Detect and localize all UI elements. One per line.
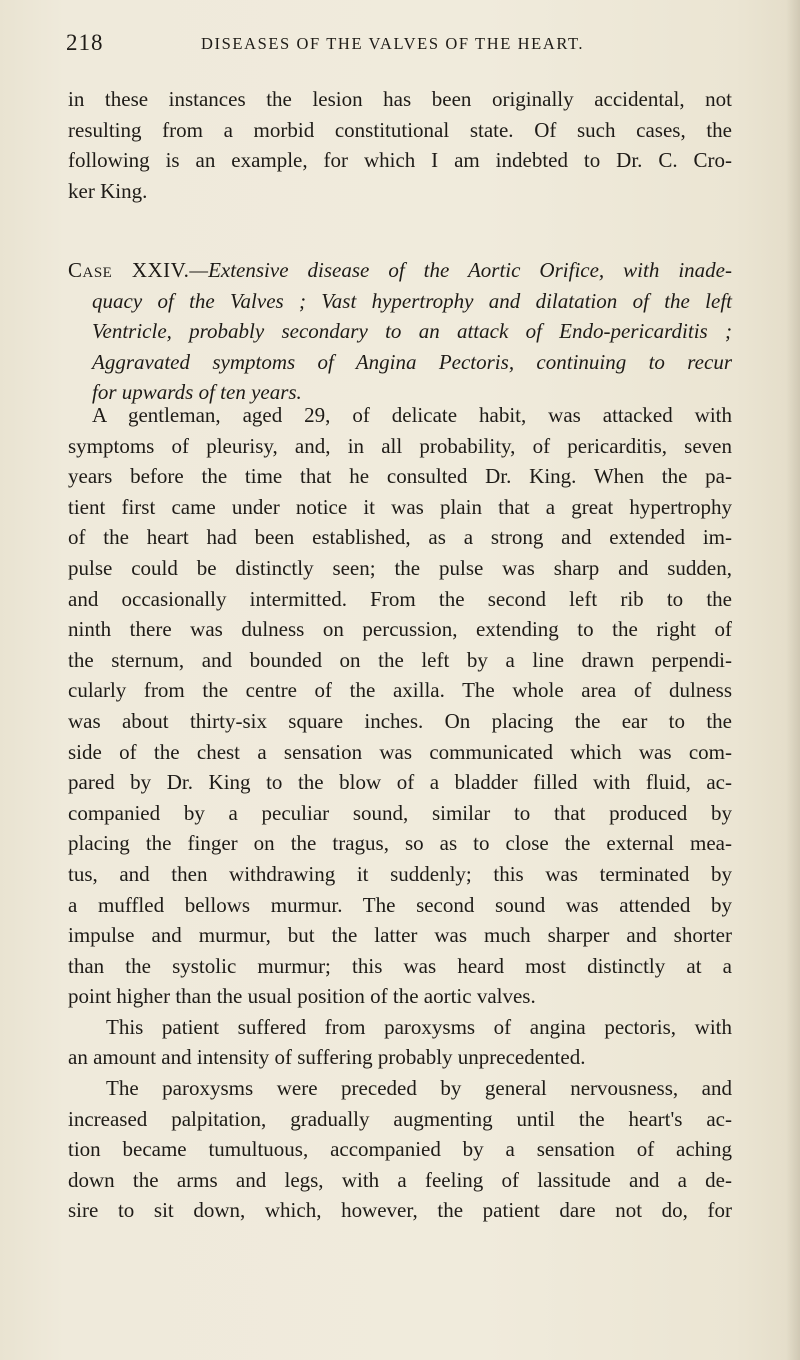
text-line: a muffled bellows murmur. The second sound was attended by: [68, 892, 732, 917]
text-line: point higher than the usual position of the aortic valves.: [68, 984, 536, 1009]
text-line: pulse could be distinctly seen; the pulse was sharp and sudden,: [68, 555, 732, 580]
text-line: ker King.: [68, 178, 148, 203]
text-line: increased palpitation, gradually augmenting until the heart's ac-: [68, 1106, 732, 1131]
page-edge-shadow: [786, 0, 800, 1360]
text-line: in these instances the lesion has been originally accidental, not: [68, 87, 732, 111]
text-line: than the systolic murmur; this was heard most distinctly at a: [68, 953, 732, 978]
text-line: sire to sit down, which, however, the patient dare not do, for: [68, 1198, 732, 1223]
case-heading-line: [68, 255, 732, 286]
page-number: 218: [66, 30, 104, 55]
case-body: [68, 400, 732, 1226]
text-line: A gentleman, aged 29, of delicate habit, was attacked with: [92, 403, 732, 427]
case-heading-line: Aggravated symptoms of Angina Pectoris, continuing to recur: [92, 349, 732, 374]
case-label: Case XXIV.: [68, 258, 190, 282]
text-line: of the heart had been established, as a strong and extended im-: [68, 525, 732, 550]
text-line: an amount and intensity of suffering probably unprecedented.: [68, 1045, 586, 1070]
intro-paragraph: [68, 84, 732, 206]
running-head: DISEASES OF THE VALVES OF THE HEART.: [201, 34, 585, 53]
case-heading-line: Ventricle, probably secondary to an attack of Endo-pericarditis ;: [92, 319, 732, 344]
case-title-text: —Extensive disease of the Aortic Orifice, with inade-: [189, 258, 732, 282]
case-heading-line: quacy of the Valves ; Vast hypertrophy and dilatation of the left: [92, 288, 732, 313]
text-line: This patient suffered from paroxysms of angina pectoris, with: [106, 1014, 732, 1039]
case-heading: [68, 255, 732, 408]
text-line: years before the time that he consulted Dr. King. When the pa-: [68, 464, 732, 489]
text-line: and occasionally intermitted. From the second left rib to the: [68, 586, 732, 611]
page-header: [66, 30, 726, 60]
text-line: was about thirty-six square inches. On placing the ear to the: [68, 708, 732, 733]
text-line: tion became tumultuous, accompanied by a sensation of aching: [68, 1137, 732, 1162]
text-line: placing the finger on the tragus, so as to close the external mea-: [68, 831, 732, 856]
text-line: side of the chest a sensation was communicated which was com-: [68, 739, 732, 764]
text-line: pared by Dr. King to the blow of a bladder filled with fluid, ac-: [68, 770, 732, 795]
text-line: the sternum, and bounded on the left by a line drawn perpendi-: [68, 647, 732, 672]
text-line: ninth there was dulness on percussion, extending to the right of: [68, 617, 732, 642]
text-line: symptoms of pleurisy, and, in all probability, of pericarditis, seven: [68, 433, 732, 458]
text-line: cularly from the centre of the axilla. The whole area of dulness: [68, 678, 732, 703]
text-line: down the arms and legs, with a feeling of lassitude and a de-: [68, 1167, 732, 1192]
text-line: tus, and then withdrawing it suddenly; this was terminated by: [68, 861, 732, 886]
text-line: companied by a peculiar sound, similar to that produced by: [68, 800, 732, 825]
text-line: impulse and murmur, but the latter was much sharper and shorter: [68, 923, 732, 948]
case-heading-line: for upwards of ten years.: [92, 380, 302, 405]
text-line: resulting from a morbid constitutional state. Of such cases, the: [68, 117, 732, 142]
text-line: The paroxysms were preceded by general nervousness, and: [106, 1076, 732, 1101]
text-line: tient first came under notice it was plain that a great hypertrophy: [68, 494, 732, 519]
text-line: following is an example, for which I am indebted to Dr. C. Cro-: [68, 148, 732, 173]
